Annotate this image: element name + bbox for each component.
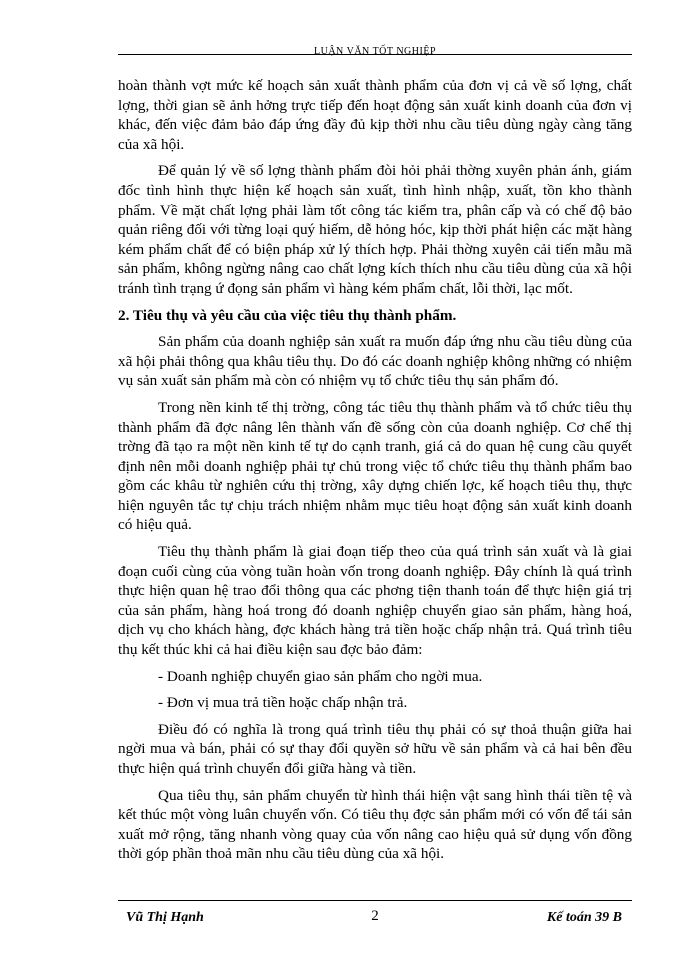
paragraph-market-economy: Trong nền kinh tế thị trờng, công tác tiêu thụ thành phẩm và tổ chức tiêu thụ thành phẩm đã đợc nâng lên thành vấn đề sống còn của doanh nghiệp. Cơ chế thị trờng đã tạo ra một nền kinh tế tự do cạnh tranh, giá cả do quan hệ cung cầu quyết định nên mỗi doanh nghiệp phải tự chủ trong việc tổ chức tiêu thụ thành phẩm bao gồm các khâu từ nghiên cứu thị trờng, xây dựng chiến lợc, kế hoạch tiêu thụ, thực hiện nguyên tắc tự chịu trách nhiệm nhằm mục tiêu hoạt động sản xuất kinh doanh có hiệu quả. [118, 398, 632, 534]
paragraph-agreement: Điều đó có nghĩa là trong quá trình tiêu thụ phải có sự thoả thuận giữa hai ngời mua và bán, phải có sự thay đổi quyền sở hữu về sản phẩm và cả hai bên đều thực hiện quá trình chuyển đổi giữa hàng và tiền. [118, 720, 632, 777]
footer-class: Kế toán 39 B [546, 910, 622, 925]
page-number: 2 [371, 908, 379, 924]
list-item: - Đơn vị mua trả tiền hoặc chấp nhận trả. [158, 694, 408, 712]
document-body [118, 76, 632, 871]
paragraph-consumption-stage: Tiêu thụ thành phẩm là giai đoạn tiếp theo của quá trình sản xuất và là giai đoạn cuối cùng của vòng tuần hoàn vốn trong doanh nghiệp. Đây chính là quá trình thực hiện quan hệ trao đổi thông qua các phơng tiện thanh toán để thực hiện giá trị của sản phẩm, hàng hoá trong đó doanh nghiệp chuyển giao sản phẩm, hàng hoá, dịch vụ cho khách hàng, đợc khách hàng trả tiền hoặc chấp nhận trả. Quá trình tiêu thụ kết thúc khi cả hai điều kiện sau đợc bảo đảm: [118, 543, 632, 659]
footer-author: Vũ Thị Hạnh [126, 910, 204, 925]
paragraph-continuation: hoàn thành vợt mức kế hoạch sản xuất thành phẩm của đơn vị cả về số lợng, chất lợng, thời gian sẽ ảnh hởng trực tiếp đến hoạt động sản xuất kinh doanh của đơn vị khác, đến việc đảm bảo đáp ứng đầy đủ kịp thời nhu cầu tiêu dùng ngày càng tăng của xã hội. [118, 77, 632, 153]
footer-divider [118, 900, 632, 901]
paragraph-quantity-quality: Để quản lý về số lợng thành phẩm đòi hỏi phải thờng xuyên phản ánh, giám đốc tình hình thực hiện kế hoạch sản xuất, tình hình nhập, xuất, tồn kho thành phẩm. Về mặt chất lợng phải làm tốt công tác kiểm tra, phân cấp và có chế độ bảo quản riêng đối với từng loại quý hiếm, dễ hỏng hóc, kịp thời phát hiện các mặt hàng kém phẩm chất để có biện pháp xử lý thích hợp. Phải thờng xuyên cải tiến mẫu mã sản phẩm, không ngừng nâng cao chất lợng kích thích nhu cầu tiêu dùng của xã hội tránh tình trạng ứ đọng sản phẩm vì hàng kém phẩm chất, lỗi thời, lạc mốt. [118, 162, 632, 297]
list-item: - Doanh nghiệp chuyển giao sản phẩm cho ngời mua. [158, 667, 483, 685]
header-title: LUẬN VĂN TỐT NGHIỆP [314, 46, 436, 57]
section-heading: 2. Tiêu thụ và yêu cầu của việc tiêu thụ thành phẩm. [118, 306, 457, 324]
header-divider [118, 54, 632, 55]
page-header [118, 44, 632, 58]
paragraph-consumption-intro: Sản phẩm của doanh nghiệp sản xuất ra muốn đáp ứng nhu cầu tiêu dùng của xã hội phải thông qua khâu tiêu thụ. Do đó các doanh nghiệp không những có nhiệm vụ sản xuất sản phẩm mà còn có nhiệm vụ tổ chức tiêu thụ sản phẩm đó. [118, 333, 632, 390]
paragraph-conclusion: Qua tiêu thụ, sản phẩm chuyển từ hình thái hiện vật sang hình thái tiền tệ và kết thúc một vòng luân chuyển vốn. Có tiêu thụ đợc sản phẩm mới có vốn để tái sản xuất mở rộng, tăng nhanh vòng quay của vốn nâng cao hiệu quả sử dụng vốn đồng thời góp phần thoả mãn nhu cầu tiêu dùng của xã hội. [118, 786, 632, 863]
page-footer [118, 906, 632, 926]
